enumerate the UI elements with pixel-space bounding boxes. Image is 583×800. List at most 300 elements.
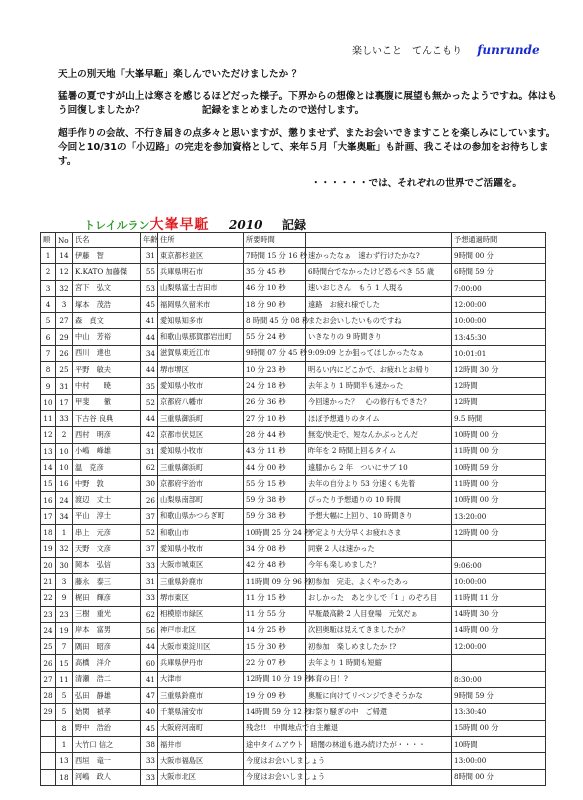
cell-number: 26 bbox=[56, 345, 73, 361]
cell-address: 堺市東区 bbox=[158, 590, 244, 606]
cell-address: 和歌山県那賀郡岩出町 bbox=[158, 329, 244, 345]
table-row bbox=[41, 345, 546, 361]
cell-name: 高橋 洋介 bbox=[73, 655, 141, 671]
cell-rank: 5 bbox=[41, 313, 56, 329]
cell-comment: お祭り騒ぎの中 ご帰還 bbox=[306, 704, 452, 720]
cell-comment: 今回速かった？ 心の修行もできた？ bbox=[306, 394, 452, 410]
cell-rank: 18 bbox=[41, 525, 56, 541]
cell-name: 中山 芳裕 bbox=[73, 329, 141, 345]
cell-rank: 25 bbox=[41, 639, 56, 655]
cell-address: 兵庫県伊丹市 bbox=[158, 655, 244, 671]
cell-name: 串上 元彦 bbox=[73, 525, 141, 541]
cell-rank: 16 bbox=[41, 492, 56, 508]
table-row bbox=[41, 508, 546, 524]
cell-name: 中野 敦 bbox=[73, 476, 141, 492]
cell-age: 56 bbox=[141, 622, 158, 638]
cell-comment: 早駈最高齢 2 人目登場 元気だぁ bbox=[306, 606, 452, 622]
table-body bbox=[41, 248, 546, 786]
cell-expected: 13:45:30 bbox=[452, 329, 546, 345]
cell-name: 野中 浩治 bbox=[73, 720, 141, 736]
record-title bbox=[84, 214, 306, 234]
table-row bbox=[41, 394, 546, 410]
cell-number: 5 bbox=[56, 704, 73, 720]
title-event: 大峯早駈 bbox=[149, 217, 210, 233]
cell-time: 19 分 09 秒 bbox=[244, 688, 306, 704]
cell-time: 46 分 10 秒 bbox=[244, 280, 306, 296]
cell-address: 福岡県久留米市 bbox=[158, 296, 244, 312]
cell-address: 千葉県浦安市 bbox=[158, 704, 244, 720]
cell-address: 大阪市城東区 bbox=[158, 557, 244, 573]
cell-comment: 去年の自分より 53 分速くも先着 bbox=[306, 476, 452, 492]
cell-expected: 12時間 00 分 bbox=[452, 525, 546, 541]
cell-address: 滋賀県東近江市 bbox=[158, 345, 244, 361]
cell-number: 33 bbox=[56, 410, 73, 426]
cell-name: 始関 禎孝 bbox=[73, 704, 141, 720]
cell-expected bbox=[452, 541, 546, 557]
cell-name: 伊藤 智 bbox=[73, 248, 141, 264]
cell-time: 11時間 09 分 96 秒 bbox=[244, 573, 306, 589]
cell-age: 52 bbox=[141, 525, 158, 541]
title-year: 2010 bbox=[229, 218, 263, 232]
cell-rank: 15 bbox=[41, 476, 56, 492]
cell-expected: 12時間 30 分 bbox=[452, 362, 546, 378]
cell-rank: 10 bbox=[41, 394, 56, 410]
cell-name: 梶田 輝彦 bbox=[73, 590, 141, 606]
col-rank: 順 bbox=[41, 233, 56, 248]
cell-name: 宮下 弘文 bbox=[73, 280, 141, 296]
col-time: 所要時間 bbox=[244, 233, 306, 248]
cell-rank: 22 bbox=[41, 590, 56, 606]
cell-address: 相模原市緑区 bbox=[158, 606, 244, 622]
cell-time: 途中タイムアウト 暗闇の林道も進み続けたが・・・・ bbox=[244, 736, 306, 752]
cell-age: 60 bbox=[141, 655, 158, 671]
cell-rank bbox=[41, 720, 56, 736]
cell-expected: 11時間 00 分 bbox=[452, 443, 546, 459]
cell-number: 31 bbox=[56, 378, 73, 394]
table-row bbox=[41, 688, 546, 704]
col-number: No bbox=[56, 233, 73, 248]
cell-number: 3 bbox=[56, 296, 73, 312]
cell-number: 7 bbox=[56, 639, 73, 655]
cell-number: 12 bbox=[56, 264, 73, 280]
cell-expected: 13:20:00 bbox=[452, 508, 546, 524]
cell-age: 30 bbox=[141, 476, 158, 492]
cell-age: 42 bbox=[141, 427, 158, 443]
table-row bbox=[41, 720, 546, 736]
cell-age: 31 bbox=[141, 573, 158, 589]
cell-name: 中村 暁 bbox=[73, 378, 141, 394]
cell-age: 55 bbox=[141, 264, 158, 280]
cell-age: 35 bbox=[141, 378, 158, 394]
cell-expected: 12:00:00 bbox=[452, 639, 546, 655]
cell-comment: 初参加 完走、よくやったあっ bbox=[306, 573, 452, 589]
cell-age: 37 bbox=[141, 508, 158, 524]
cell-comment: 今年も楽しめました？ bbox=[306, 557, 452, 573]
table-header-row bbox=[41, 233, 546, 248]
cell-rank: 7 bbox=[41, 345, 56, 361]
cell-expected: 11時間 00 分 bbox=[452, 476, 546, 492]
cell-age: 31 bbox=[141, 443, 158, 459]
cell-time: 今度はお会いしましょう bbox=[244, 753, 306, 769]
cell-name: 森 貞文 bbox=[73, 313, 141, 329]
cell-number: 8 bbox=[56, 720, 73, 736]
table-row bbox=[41, 639, 546, 655]
cell-expected: 13:00:00 bbox=[452, 753, 546, 769]
cell-expected: 14時間 00 分 bbox=[452, 622, 546, 638]
cell-name: 岡本 弘信 bbox=[73, 557, 141, 573]
cell-rank: 3 bbox=[41, 280, 56, 296]
cell-name: 三樹 重光 bbox=[73, 606, 141, 622]
cell-number: 18 bbox=[56, 769, 73, 785]
cell-age: 45 bbox=[141, 720, 158, 736]
cell-address: 和歌山市 bbox=[158, 525, 244, 541]
table-row bbox=[41, 769, 546, 785]
cell-time: 11 分 55 分 bbox=[244, 606, 306, 622]
cell-time: 42 分 48 秒 bbox=[244, 557, 306, 573]
cell-age: 47 bbox=[141, 688, 158, 704]
cell-address: 和歌山県かつらぎ町 bbox=[158, 508, 244, 524]
cell-rank: 20 bbox=[41, 557, 56, 573]
cell-comment: 次回奥駈は見えてきましたか？ bbox=[306, 622, 452, 638]
cell-comment: 速いおじさん もう 1 人現る bbox=[306, 280, 452, 296]
table-row bbox=[41, 590, 546, 606]
cell-comment: 昨年を 2 時間上回るタイム bbox=[306, 443, 452, 459]
cell-time: 35 分 45 秒 bbox=[244, 264, 306, 280]
cell-number: 27 bbox=[56, 313, 73, 329]
table-row bbox=[41, 736, 546, 752]
cell-name: 平野 敏夫 bbox=[73, 362, 141, 378]
cell-rank bbox=[41, 769, 56, 785]
col-name: 氏名 bbox=[73, 233, 141, 248]
cell-rank: 29 bbox=[41, 704, 56, 720]
cell-time: 34 分 08 秒 bbox=[244, 541, 306, 557]
cell-age: 53 bbox=[141, 280, 158, 296]
cell-expected: 12:00:00 bbox=[452, 296, 546, 312]
cell-expected: 8時間 00 分 bbox=[452, 769, 546, 785]
cell-time: 10 分 23 秒 bbox=[244, 362, 306, 378]
cell-time: 22 分 07 秒 bbox=[244, 655, 306, 671]
cell-time: 14 分 25 秒 bbox=[244, 622, 306, 638]
cell-expected bbox=[452, 655, 546, 671]
table-row bbox=[41, 378, 546, 394]
cell-time: 59 分 38 秒 bbox=[244, 508, 306, 524]
cell-age: 33 bbox=[141, 557, 158, 573]
cell-number: 17 bbox=[56, 394, 73, 410]
cell-age: 62 bbox=[141, 459, 158, 475]
cell-number: 32 bbox=[56, 541, 73, 557]
cell-time: 28 分 44 秒 bbox=[244, 427, 306, 443]
cell-comment: 予定より大分早くお疲れさま bbox=[306, 525, 452, 541]
cell-number: 10 bbox=[56, 459, 73, 475]
table-row bbox=[41, 671, 546, 687]
cell-time: 15 分 30 秒 bbox=[244, 639, 306, 655]
cell-rank: 24 bbox=[41, 622, 56, 638]
cell-age: 45 bbox=[141, 296, 158, 312]
cell-number: 14 bbox=[56, 248, 73, 264]
cell-age: 44 bbox=[141, 329, 158, 345]
cell-expected: 9時間 59 分 bbox=[452, 688, 546, 704]
cell-rank: 1 bbox=[41, 248, 56, 264]
cell-rank: 23 bbox=[41, 606, 56, 622]
cell-expected: 14時間 30 分 bbox=[452, 606, 546, 622]
cell-time: 今度はお会いしましょう bbox=[244, 769, 306, 785]
intro-signoff: ・・・・・・では、それぞれの世界でご活躍を。 bbox=[310, 178, 522, 190]
table-row bbox=[41, 492, 546, 508]
cell-number: 16 bbox=[56, 476, 73, 492]
cell-age: 33 bbox=[141, 753, 158, 769]
cell-rank: 6 bbox=[41, 329, 56, 345]
intro-paragraph-1: 猛暑の夏ですが山上は寒さを感じるほどだった様子。下界からの想像とは裏腹に展望も無かったようですね。体はもう回復しましたか？ 記録をまとめましたので送付します。 bbox=[58, 91, 557, 117]
cell-name: 隅田 昭彦 bbox=[73, 639, 141, 655]
col-address: 住所 bbox=[158, 233, 244, 248]
cell-address: 大津市 bbox=[158, 671, 244, 687]
cell-time: 43 分 11 秒 bbox=[244, 443, 306, 459]
cell-number: 9 bbox=[56, 590, 73, 606]
cell-time: 27 分 10 秒 bbox=[244, 410, 306, 426]
title-record: 記録 bbox=[282, 218, 307, 232]
table-row bbox=[41, 622, 546, 638]
table-row bbox=[41, 525, 546, 541]
cell-comment: ほぼ予想通りのタイム bbox=[306, 410, 452, 426]
cell-expected: 9:06:00 bbox=[452, 557, 546, 573]
cell-time: 18 分 90 秒 bbox=[244, 296, 306, 312]
cell-expected: 8:30:00 bbox=[452, 671, 546, 687]
cell-comment bbox=[306, 769, 452, 785]
cell-expected: 10:00:00 bbox=[452, 573, 546, 589]
cell-name: 藤永 泰三 bbox=[73, 573, 141, 589]
table-row bbox=[41, 541, 546, 557]
cell-comment: 6時間台でなかったけど恐るべき 55 歳 bbox=[306, 264, 452, 280]
table-row bbox=[41, 606, 546, 622]
cell-name: 岸本 富男 bbox=[73, 622, 141, 638]
cell-comment: 奥駈に向けてリベンジできそうかな bbox=[306, 688, 452, 704]
header bbox=[352, 42, 540, 57]
cell-number: 5 bbox=[56, 688, 73, 704]
cell-time: 残念!! 中間地点で自主離退 bbox=[244, 720, 306, 736]
cell-rank: 12 bbox=[41, 427, 56, 443]
cell-name: 小嶋 峰雄 bbox=[73, 443, 141, 459]
table-row bbox=[41, 280, 546, 296]
cell-comment: 遠路 お疲れ様でした bbox=[306, 296, 452, 312]
cell-name: 平山 淳士 bbox=[73, 508, 141, 524]
cell-expected: 13:30:40 bbox=[452, 704, 546, 720]
cell-rank: 11 bbox=[41, 410, 56, 426]
cell-number: 23 bbox=[56, 606, 73, 622]
cell-age: 41 bbox=[141, 313, 158, 329]
cell-comment: 去年より 1 時間半も速かった bbox=[306, 378, 452, 394]
cell-age: 38 bbox=[141, 736, 158, 752]
intro-paragraph-2: 超手作りの会故、不行き届きの点多々と思いますが、懲りませず、またお会いできますことを楽しみにしています。今回と10/31の「小辺路」の完走を参加資格として、来年５月「大峯奥駈」も計画、我こそはの参加をお待ちします。 bbox=[58, 127, 556, 168]
cell-number: 34 bbox=[56, 508, 73, 524]
title-trailrun: トレイルラン bbox=[84, 219, 150, 232]
table-row bbox=[41, 410, 546, 426]
cell-name: 清瀬 浩二 bbox=[73, 671, 141, 687]
cell-time: 59 分 38 秒 bbox=[244, 492, 306, 508]
cell-rank: 17 bbox=[41, 508, 56, 524]
cell-comment: 遠膝から 2 年 ついにサブ 10 bbox=[306, 459, 452, 475]
cell-number: 29 bbox=[56, 329, 73, 345]
cell-comment: 速かったなぁ 速わず行けたかな? bbox=[306, 248, 452, 264]
cell-number: 30 bbox=[56, 557, 73, 573]
cell-address: 三重県鈴鹿市 bbox=[158, 688, 244, 704]
cell-comment: 去年より 1 時間も短縮 bbox=[306, 655, 452, 671]
cell-address: 東京都杉並区 bbox=[158, 248, 244, 264]
cell-expected: 15時間 00 分 bbox=[452, 720, 546, 736]
table-row bbox=[41, 313, 546, 329]
cell-name: 西川 達也 bbox=[73, 345, 141, 361]
cell-expected: 10時間 bbox=[452, 736, 546, 752]
cell-time: 55 分 24 秒 bbox=[244, 329, 306, 345]
cell-address: 大阪府河南町 bbox=[158, 720, 244, 736]
cell-expected: 12時間 bbox=[452, 394, 546, 410]
cell-rank: 8 bbox=[41, 362, 56, 378]
cell-address: 愛知県小牧市 bbox=[158, 541, 244, 557]
col-age: 年齢 bbox=[141, 233, 158, 248]
cell-rank bbox=[41, 753, 56, 769]
cell-comment bbox=[306, 753, 452, 769]
cell-name: 西垣 竜一 bbox=[73, 753, 141, 769]
cell-address: 大阪市福島区 bbox=[158, 753, 244, 769]
cell-expected: 10:00:00 bbox=[452, 313, 546, 329]
cell-rank: 21 bbox=[41, 573, 56, 589]
cell-name: 温 克彦 bbox=[73, 459, 141, 475]
cell-rank: 2 bbox=[41, 264, 56, 280]
cell-address: 大阪市北区 bbox=[158, 769, 244, 785]
cell-time: 8 時間 45 分 08 秒 bbox=[244, 313, 306, 329]
cell-comment: 体育の日！? bbox=[306, 671, 452, 687]
table-row bbox=[41, 476, 546, 492]
cell-name: 塚本 茂浩 bbox=[73, 296, 141, 312]
cell-address: 三重県御浜町 bbox=[158, 410, 244, 426]
cell-name: 河嶋 政人 bbox=[73, 769, 141, 785]
cell-age: 37 bbox=[141, 541, 158, 557]
intro-text bbox=[58, 68, 558, 199]
cell-age: 33 bbox=[141, 590, 158, 606]
cell-expected: 10:01:01 bbox=[452, 345, 546, 361]
cell-rank bbox=[41, 736, 56, 752]
cell-number: 10 bbox=[56, 443, 73, 459]
cell-number: 32 bbox=[56, 280, 73, 296]
table-row bbox=[41, 443, 546, 459]
cell-address: 兵庫県明石市 bbox=[158, 264, 244, 280]
cell-rank: 9 bbox=[41, 378, 56, 394]
cell-age: 41 bbox=[141, 671, 158, 687]
results-table bbox=[40, 232, 546, 786]
cell-age: 40 bbox=[141, 704, 158, 720]
cell-comment: ぴったり予想通りの 10 時間 bbox=[306, 492, 452, 508]
cell-age: 26 bbox=[141, 492, 158, 508]
table-row bbox=[41, 704, 546, 720]
cell-comment: いきなりの 9 時間きり bbox=[306, 329, 452, 345]
cell-expected: 11時間 11 分 bbox=[452, 590, 546, 606]
cell-name: 弘田 静雄 bbox=[73, 688, 141, 704]
cell-address: 大阪市東淀川区 bbox=[158, 639, 244, 655]
cell-time: 55 分 15 秒 bbox=[244, 476, 306, 492]
cell-expected: 9時間 00 分 bbox=[452, 248, 546, 264]
cell-name: 下古谷 良典 bbox=[73, 410, 141, 426]
cell-comment: またお会いしたいものですね bbox=[306, 313, 452, 329]
cell-address: 福井市 bbox=[158, 736, 244, 752]
col-comment bbox=[306, 233, 452, 248]
cell-rank: 27 bbox=[41, 671, 56, 687]
table-row bbox=[41, 753, 546, 769]
cell-number: 25 bbox=[56, 362, 73, 378]
cell-time: 14時間 59 分 12 秒 bbox=[244, 704, 306, 720]
cell-number: 2 bbox=[56, 427, 73, 443]
cell-rank: 26 bbox=[41, 655, 56, 671]
cell-address: 愛知県知多市 bbox=[158, 313, 244, 329]
table-row bbox=[41, 248, 546, 264]
table-row bbox=[41, 573, 546, 589]
cell-rank: 4 bbox=[41, 296, 56, 312]
cell-number: 1 bbox=[56, 736, 73, 752]
cell-comment: 初参加 楽しめましたか !? bbox=[306, 639, 452, 655]
cell-comment: 明るい内にどこかで、お疲れとお帰り bbox=[306, 362, 452, 378]
cell-number: 3 bbox=[56, 573, 73, 589]
cell-address: 山梨県富士吉田市 bbox=[158, 280, 244, 296]
cell-name: 甲斐 徹 bbox=[73, 394, 141, 410]
cell-rank: 28 bbox=[41, 688, 56, 704]
cell-rank: 13 bbox=[41, 443, 56, 459]
table-row bbox=[41, 655, 546, 671]
cell-comment: 同寮 2 人は速かった bbox=[306, 541, 452, 557]
header-tagline: 楽しいこと てんこもり bbox=[352, 46, 462, 57]
cell-number: 19 bbox=[56, 622, 73, 638]
cell-time: 11 分 15 秒 bbox=[244, 590, 306, 606]
cell-expected: 10時間 00 分 bbox=[452, 427, 546, 443]
cell-age: 31 bbox=[141, 248, 158, 264]
table-row bbox=[41, 264, 546, 280]
cell-expected: 9.5 時間 bbox=[452, 410, 546, 426]
cell-number: 24 bbox=[56, 492, 73, 508]
cell-expected: 6時間 59 分 bbox=[452, 264, 546, 280]
cell-age: 52 bbox=[141, 394, 158, 410]
cell-comment: 予想大幅に上回り、10 時間きり bbox=[306, 508, 452, 524]
col-expected: 予想通過時間 bbox=[452, 233, 546, 248]
cell-comment: おしかった あと少しで「1 」のぞろ目 bbox=[306, 590, 452, 606]
table-row bbox=[41, 427, 546, 443]
cell-name: 天野 文彦 bbox=[73, 541, 141, 557]
table-row bbox=[41, 459, 546, 475]
cell-comment: 無変/快走で、短なんかぶっとんだ bbox=[306, 427, 452, 443]
cell-address: 愛知県小牧市 bbox=[158, 443, 244, 459]
cell-age: 44 bbox=[141, 410, 158, 426]
cell-name: 大竹口 信之 bbox=[73, 736, 141, 752]
cell-age: 44 bbox=[141, 362, 158, 378]
cell-rank: 14 bbox=[41, 459, 56, 475]
cell-address: 三重県御浜町 bbox=[158, 459, 244, 475]
cell-age: 62 bbox=[141, 606, 158, 622]
cell-number: 11 bbox=[56, 671, 73, 687]
cell-time: 7時間 15 分 16 秒 bbox=[244, 248, 306, 264]
table-row bbox=[41, 329, 546, 345]
cell-number: 13 bbox=[56, 753, 73, 769]
cell-rank: 19 bbox=[41, 541, 56, 557]
table-row bbox=[41, 296, 546, 312]
cell-age: 44 bbox=[141, 639, 158, 655]
table-row bbox=[41, 557, 546, 573]
cell-time: 9時間 07 分 45 秒 bbox=[244, 345, 306, 361]
cell-address: 神戸市北区 bbox=[158, 622, 244, 638]
cell-name: K.KATO 加藤傑 bbox=[73, 264, 141, 280]
cell-time: 44 分 00 秒 bbox=[244, 459, 306, 475]
cell-age: 33 bbox=[141, 769, 158, 785]
cell-name: 渡辺 丈士 bbox=[73, 492, 141, 508]
cell-address: 京都市伏見区 bbox=[158, 427, 244, 443]
cell-address: 三重県鈴鹿市 bbox=[158, 573, 244, 589]
cell-expected: 7:00:00 bbox=[452, 280, 546, 296]
cell-address: 京都府八幡市 bbox=[158, 394, 244, 410]
